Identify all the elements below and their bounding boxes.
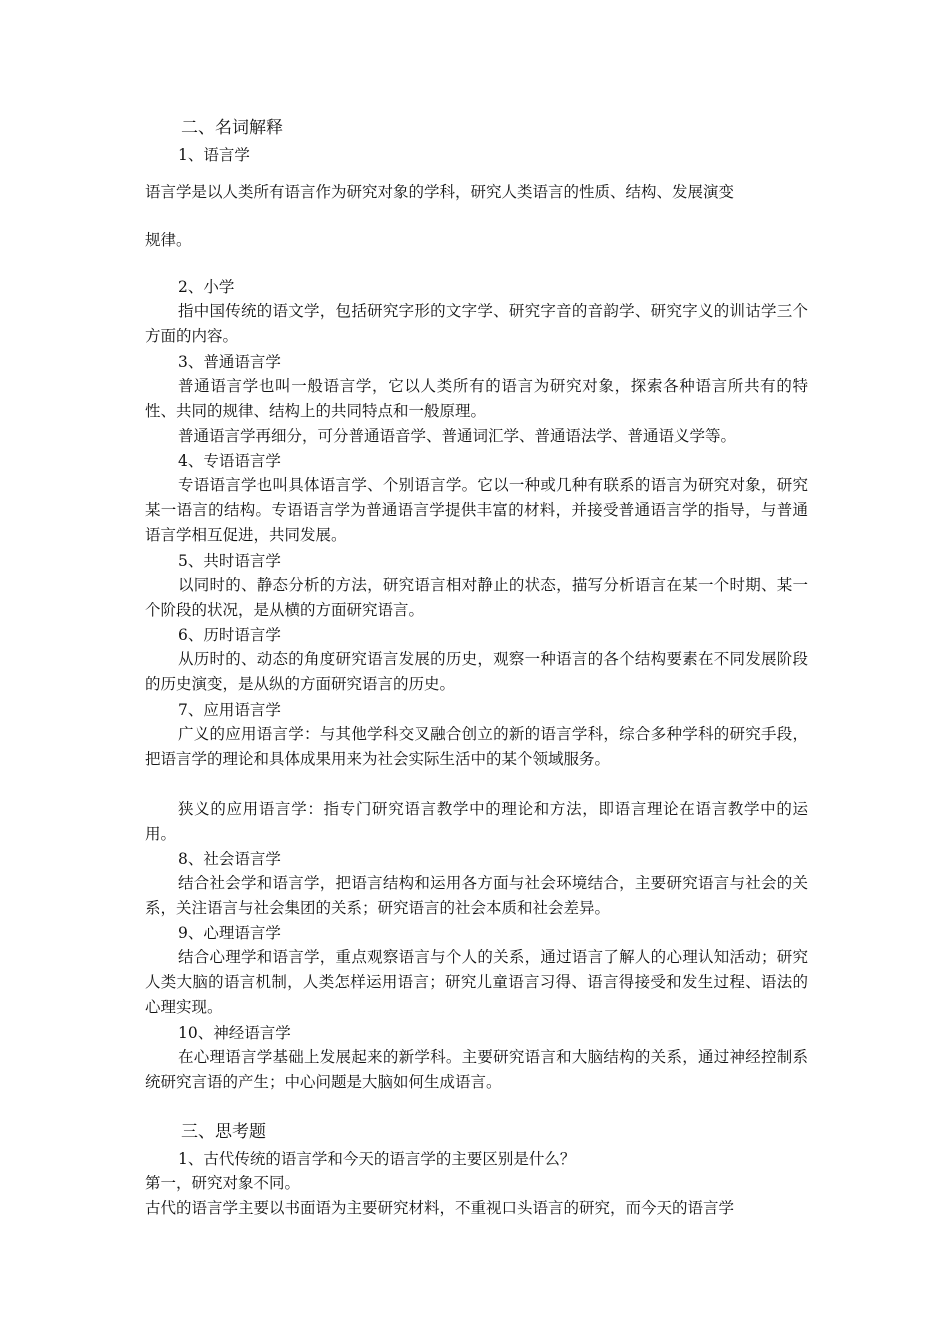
term-definition: 在心理语言学基础上发展起来的新学科。主要研究语言和大脑结构的关系，通过神经控制系统研究言语的产生；中心问题是大脑如何生成语言。 <box>145 1048 808 1091</box>
answer-paragraph: 古代的语言学主要以书面语为主要研究材料，不重视口头语言的研究，而今天的语言学 <box>145 1199 735 1217</box>
term-title: 1、语言学 <box>178 146 250 164</box>
term-definition-cont: 普通语言学再细分，可分普通语音学、普通词汇学、普通语法学、普通语义学等。 <box>178 427 737 445</box>
term-definition: 指中国传统的语文学，包括研究字形的文字学、研究字音的音韵学、研究字义的训诂学三个方面的内容。 <box>145 302 808 345</box>
term-definition: 以同时的、静态分析的方法，研究语言相对静止的状态，描写分析语言在某一个时期、某一个阶段的状况，是从横的方面研究语言。 <box>145 576 808 619</box>
term-definition: 结合心理学和语言学，重点观察语言与个人的关系，通过语言了解人的心理认知活动；研究人类大脑的语言机制，人类怎样运用语言；研究儿童语言习得、语言得接受和发生过程、语法的心理实现。 <box>145 948 808 1016</box>
term-title: 3、普通语言学 <box>178 353 281 371</box>
term-title: 7、应用语言学 <box>178 701 281 719</box>
section-heading-questions: 三、思考题 <box>181 1122 266 1142</box>
term-title: 5、共时语言学 <box>178 552 281 570</box>
term-definition: 普通语言学也叫一般语言学，它以人类所有的语言为研究对象，探索各种语言所共有的特性、共同的规律、结构上的共同特点和一般原理。 <box>145 377 808 420</box>
term-definition: 语言学是以人类所有语言作为研究对象的学科，研究人类语言的性质、结构、发展演变 <box>145 183 735 201</box>
term-definition: 结合社会学和语言学，把语言结构和运用各方面与社会环境结合，主要研究语言与社会的关系，关注语言与社会集团的关系；研究语言的社会本质和社会差异。 <box>145 874 808 917</box>
section-heading-terms: 二、名词解释 <box>181 118 283 138</box>
term-definition: 从历时的、动态的角度研究语言发展的历史，观察一种语言的各个结构要素在不同发展阶段的历史演变，是从纵的方面研究语言的历史。 <box>145 650 808 693</box>
term-title: 2、小学 <box>178 278 235 296</box>
term-definition: 专语语言学也叫具体语言学、个别语言学。它以一种或几种有联系的语言为研究对象，研究某一语言的结构。专语语言学为普通语言学提供丰富的材料，并接受普通语言学的指导，与普通语言学相互促进，共同发展。 <box>145 476 808 544</box>
term-definition-cont: 狭义的应用语言学：指专门研究语言教学中的理论和方法，即语言理论在语言教学中的运用。 <box>145 800 808 843</box>
term-definition-cont: 规律。 <box>145 231 192 249</box>
term-definition: 广义的应用语言学：与其他学科交叉融合创立的新的语言学科，综合多种学科的研究手段，把语言学的理论和具体成果用来为社会实际生活中的某个领域服务。 <box>145 725 808 768</box>
term-title: 8、社会语言学 <box>178 850 281 868</box>
question-title: 1、古代传统的语言学和今天的语言学的主要区别是什么？ <box>178 1150 576 1168</box>
term-title: 4、专语语言学 <box>178 452 281 470</box>
answer-point: 第一，研究对象不同。 <box>145 1174 301 1192</box>
term-title: 6、历时语言学 <box>178 626 281 644</box>
term-title: 10、神经语言学 <box>178 1024 291 1042</box>
term-title: 9、心理语言学 <box>178 924 281 942</box>
